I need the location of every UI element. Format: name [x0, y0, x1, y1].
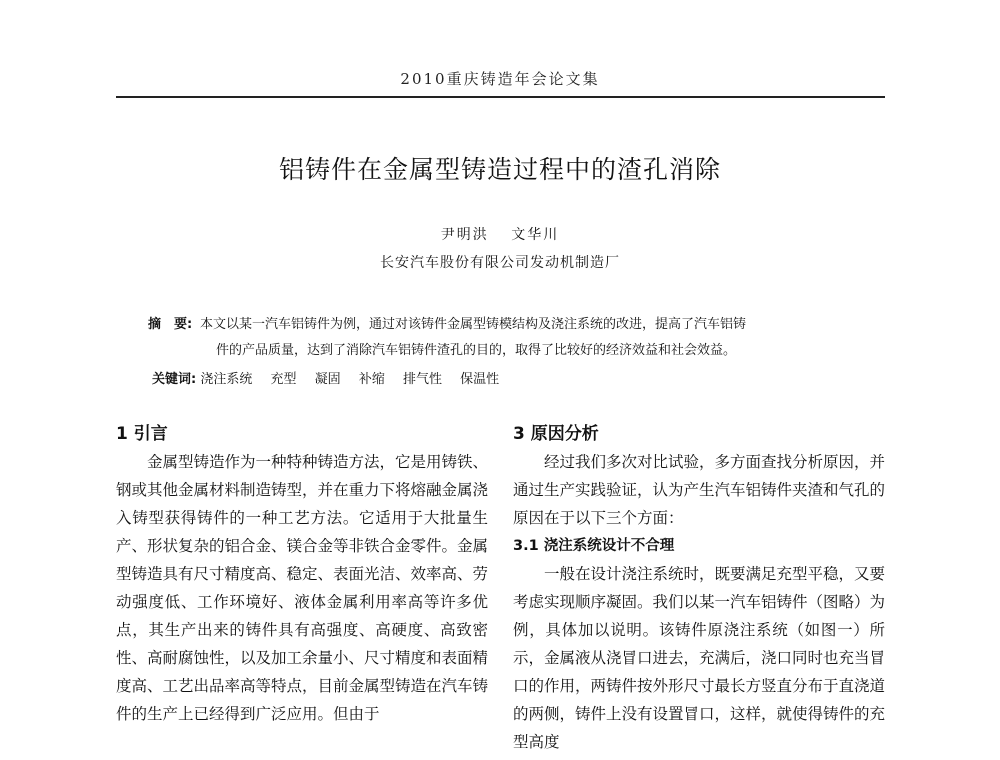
abstract-text: 本文以某一汽车铝铸件为例，通过对该铸件金属型铸模结构及浇注系统的改进，提高了汽车铝铸	[200, 317, 747, 332]
author-name: 文华川	[511, 227, 560, 243]
keyword: 充型	[270, 372, 297, 387]
keywords-label: 关键词:	[152, 372, 197, 387]
authors	[0, 224, 1000, 244]
body-paragraph: 金属型铸造作为一种特种铸造方法，它是用铸铁、钢或其他金属材料制造铸型，并在重力下将熔融金属浇入铸型获得铸件的一种工艺方法。它适用于大批量生产、形状复杂的铝合金、镁合金等非铁合金零件。金属型铸造具有尺寸精度高、稳定、表面光洁、效率高、劳动强度低、工作环境好、液体金属利用率高等许多优点，其生产出来的铸件具有高强度、高硬度、高致密性、高耐腐蚀性，以及加工余量小、尺寸精度和表面精度高、工艺出品率高等特点，目前金属型铸造在汽车铸件的生产上已经得到广泛应用。但由于	[116, 453, 489, 723]
header-rule	[116, 96, 885, 98]
section-heading: 1 引言	[116, 424, 168, 444]
abstract-text: 件的产品质量，达到了消除汽车铝铸件渣孔的目的，取得了比较好的经济效益和社会效益。	[216, 343, 737, 358]
left-column	[116, 420, 488, 728]
keyword: 保温性	[460, 372, 500, 387]
abstract-label: 摘 要:	[148, 317, 193, 332]
body-paragraph: 经过我们多次对比试验，多方面查找分析原因，并通过生产实践验证，认为产生汽车铝铸件夹渣和气孔的原因在于以下三个方面：	[513, 453, 886, 527]
body-paragraph: 一般在设计浇注系统时，既要满足充型平稳，又要考虑实现顺序凝固。我们以某一汽车铝铸件（图略）为例，具体加以说明。该铸件原浇注系统（如图一）所示，金属液从浇冒口进去，充满后，浇口同时也充当冒口的作用，两铸件按外形尺寸最长方竖直分布于直浇道的两侧，铸件上没有设置冒口，这样，就使得铸件的充型高度	[513, 565, 886, 751]
running-header: 2010重庆铸造年会论文集	[400, 70, 600, 88]
abstract	[148, 312, 868, 364]
keyword: 浇注系统	[200, 372, 253, 387]
keywords	[152, 368, 872, 387]
right-column	[513, 420, 885, 756]
affiliation: 长安汽车股份有限公司发动机制造厂	[380, 255, 620, 271]
section-heading: 3 原因分析	[513, 424, 599, 444]
keyword: 凝固	[314, 372, 341, 387]
subsection-heading: 3.1 浇注系统设计不合理	[513, 538, 675, 554]
keyword: 补缩	[358, 372, 385, 387]
author-name: 尹明洪	[440, 227, 489, 243]
paper-title: 铝铸件在金属型铸造过程中的渣孔消除	[278, 155, 721, 184]
keyword: 排气性	[402, 372, 442, 387]
